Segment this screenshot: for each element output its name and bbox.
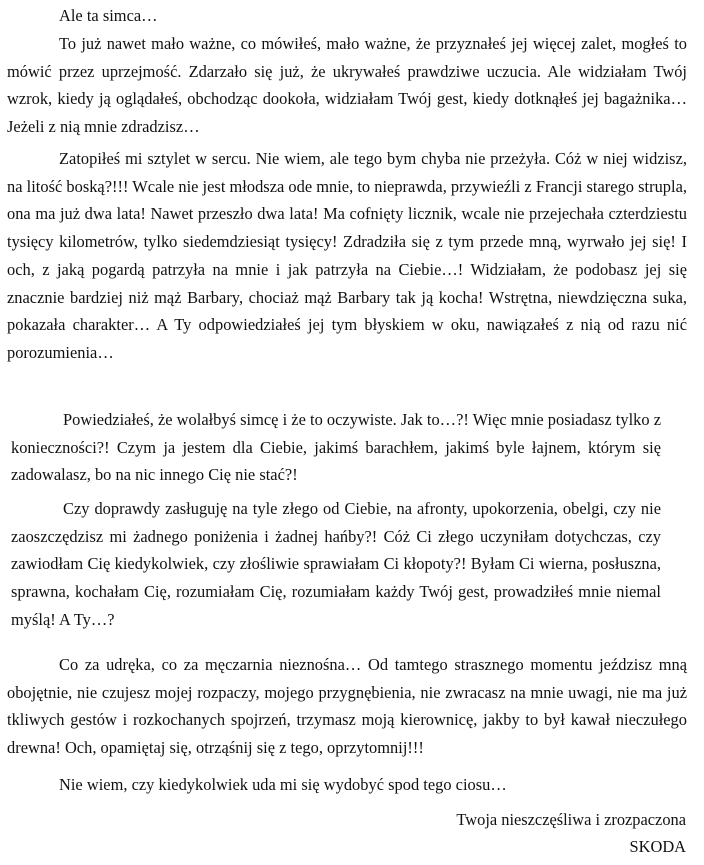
letter-paragraph-3: Powiedziałeś, że wolałbyś simcę i że to oczywiste. Jak to…?! Więc mnie posiadasz tylko z konieczności?! Czym ja jestem dla Ciebie, jakimś barachłem, jakimś byle łajnem, którym się zadowalasz, bo na nic innego Cię nie stać?! bbox=[11, 410, 661, 485]
letter-paragraph-1: To już nawet mało ważne, co mówiłeś, mało ważne, że przyznałeś jej więcej zalet, mogłeś to mówić przez uprzejmość. Zdarzało się już, że ukrywałeś prawdziwe uczucia. Ale widziałam Twój wzrok, kiedy ją oglądałeś, obchodząc dookoła, widziałam Twój gest, kiedy dotknąłeś jej bagażnika… Jeżeli z nią mnie zdradzisz… bbox=[7, 34, 687, 137]
letter-paragraph-4: Czy doprawdy zasługuję na tyle złego od Ciebie, na afronty, upokorzenia, obelgi, czy nie zaoszczędzisz mi żadnego poniżenia i żadnej hańby?! Cóż Ci złego uczyniłam dotychczas, czy zawiodłam Cię kiedykolwiek, czy złośliwie sprawiałam Ci kłopoty?! Byłam Ci wierna, posłuszna, sprawna, kochałam Cię, rozumiałam Cię, rozumiałam każdy Twój gest, prowadziłeś mnie niemal myślą! A Ty…? bbox=[11, 499, 661, 629]
letter-signature: SKODA bbox=[629, 837, 686, 856]
letter-paragraph-6: Nie wiem, czy kiedykolwiek uda mi się wydobyć spod tego ciosu… bbox=[59, 775, 507, 794]
letter-opening-line: Ale ta simca… bbox=[59, 6, 158, 25]
letter-closing: Twoja nieszczęśliwa i zrozpaczona bbox=[456, 810, 686, 829]
letter-paragraph-5: Co za udręka, co za męczarnia nieznośna… Od tamtego strasznego momentu jeździsz mną obojętnie, nie czujesz mojej rozpaczy, mojego przygnębienia, nie zwracasz na mnie uwagi, nie ma już tkliwych gestów i rozkochanych spojrzeń, trzymasz moją kierownicę, jakby to był kawał nieczułego drewna! Och, opamiętaj się, otrząśnij się z tego, oprzytomnij!!! bbox=[7, 655, 687, 758]
letter-paragraph-2: Zatopiłeś mi sztylet w sercu. Nie wiem, ale tego bym chyba nie przeżyła. Cóż w niej widzisz, na litość boską?!!! Wcale nie jest młodsza ode mnie, to nieprawda, przywieźli z Francji starego strupla, ona ma już dwa lata! Nawet przeszło dwa lata! Ma cofnięty licznik, wcale nie przejechała czterdziestu tysięcy kilometrów, tylko siedemdziesiąt tysięcy! Zdradziła się z tym przede mną, wyrwało jej się! I och, z jaką pogardą patrzyła na mnie i jak patrzyła na Ciebie…! Widziałam, że podobasz jej się znacznie bardziej niż mąż Barbary, chociaż mąż Barbary tak ją kocha! Wstrętna, niewdzięczna suka, pokazała charakter… A Ty odpowiedziałeś jej tym błyskiem w oku, nawiązałeś z nią od razu nić porozumienia… bbox=[7, 149, 687, 362]
